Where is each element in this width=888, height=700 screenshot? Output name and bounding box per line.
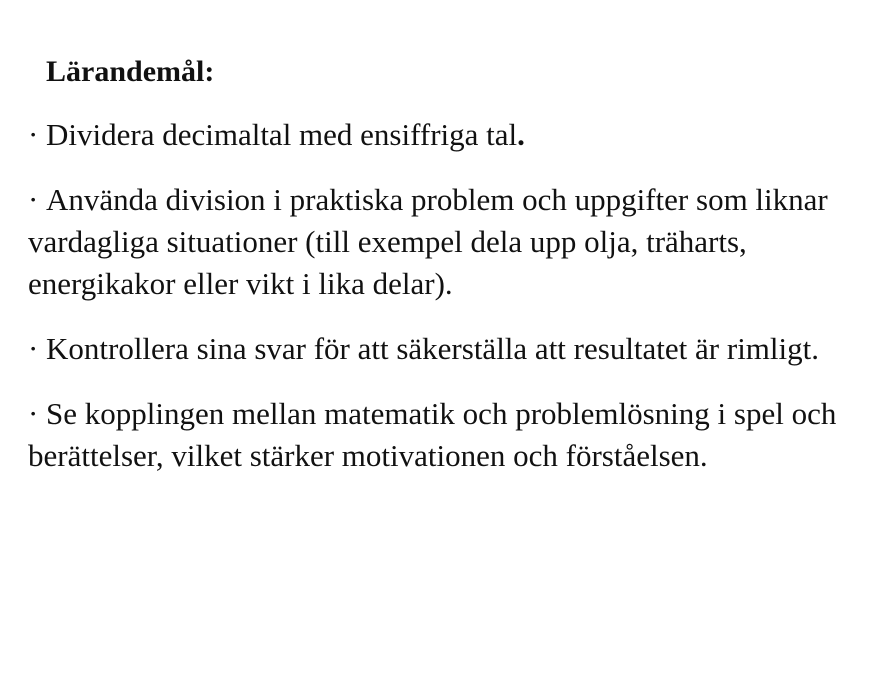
- bullet-icon: ·: [28, 396, 39, 431]
- bullet-icon: ·: [28, 117, 39, 152]
- learning-goal-item: [28, 114, 858, 156]
- learning-goal-text: Se kopplingen mellan matematik och problemlösning i spel och berättelser, vilket stärker motivationen och förståelsen.: [28, 396, 837, 473]
- learning-goals-heading: Lärandemål:: [46, 55, 215, 88]
- learning-goal-text: Använda division i praktiska problem och uppgifter som liknar vardagliga situationer (till exempel dela upp olja, träharts, energikakor eller vikt i lika delar).: [28, 182, 828, 301]
- learning-goal-trailing: .: [517, 117, 525, 152]
- learning-goal-item: [28, 179, 858, 305]
- learning-goal-item: [28, 393, 858, 477]
- bullet-icon: ·: [28, 182, 39, 217]
- learning-goal-text: Kontrollera sina svar för att säkerställa att resultatet är rimligt.: [46, 331, 820, 366]
- bullet-icon: ·: [28, 331, 39, 366]
- learning-goals-document: [28, 52, 858, 500]
- learning-goal-item: [28, 328, 858, 370]
- learning-goal-text: Dividera decimaltal med ensiffriga tal: [46, 117, 518, 152]
